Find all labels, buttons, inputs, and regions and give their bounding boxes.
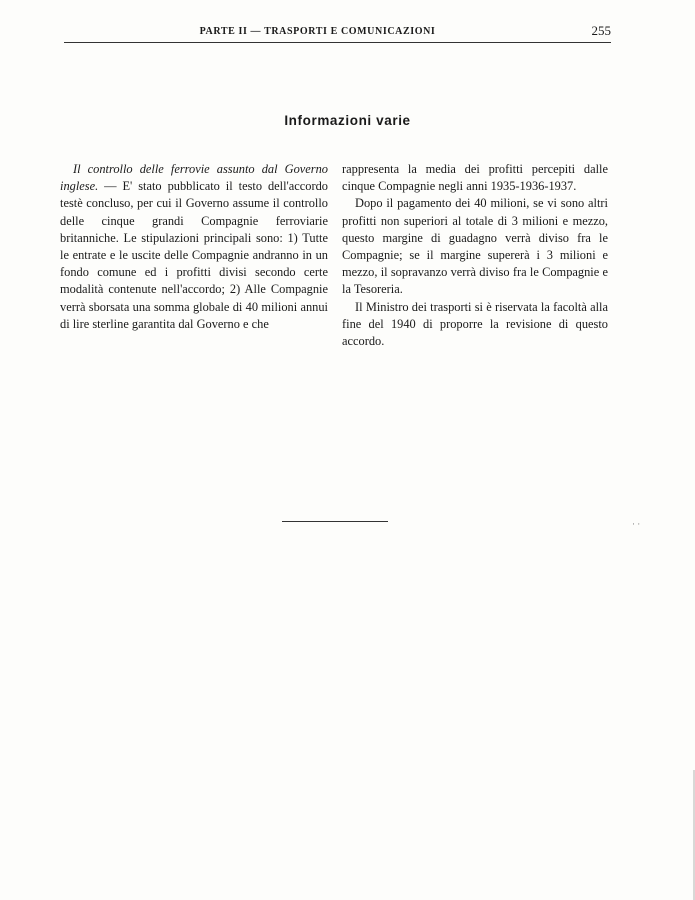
section-title: Informazioni varie bbox=[284, 113, 411, 128]
article-paragraph-1-continued: rappresenta la media dei profitti percepiti dalle cinque Compagnie negli anni 1935-1936-1937. bbox=[342, 162, 608, 194]
scan-speck-mark: · · bbox=[632, 519, 641, 529]
running-title: PARTE II — TRASPORTI E COMUNICAZIONI bbox=[199, 26, 436, 37]
article-left-column bbox=[60, 161, 328, 333]
running-header bbox=[64, 22, 611, 43]
article-right-column bbox=[342, 161, 608, 350]
article-paragraph-1 bbox=[60, 161, 328, 333]
article-paragraph-2: Dopo il pagamento dei 40 milioni, se vi sono altri profitti non superiori al totale di 3 milioni e mezzo, questo margine di guadagno verrà diviso fra le Compagnie; se il margine supererà i 3 milioni e mezzo, il sopravanzo verrà diviso fra le Compagnie e la Tesoreria. bbox=[342, 196, 608, 297]
end-of-section-rule bbox=[282, 521, 388, 522]
article-body-left: — E' stato pubblicato il testo dell'accordo testè concluso, per cui il Governo assume il controllo delle cinque grandi Compagnie ferroviarie britanniche. Le stipulazioni principali sono: 1) Tutte le entrate e le uscite delle Compagnie andranno in un fondo comune ed i profitti divisi secondo certe modalità contenute nell'accordo; 2) Alle Compagnie verrà sborsata una somma globale di 40 milioni annui di lire sterline garantita dal Governo e che bbox=[60, 179, 328, 331]
article-paragraph-3: Il Ministro dei trasporti si è riservata la facoltà alla fine del 1940 di proporre la revisione di questo accordo. bbox=[342, 299, 608, 349]
page-number: 255 bbox=[591, 23, 611, 38]
article-subhead: Il controllo delle ferrovie assunto dal Governo inglese. bbox=[60, 162, 328, 194]
